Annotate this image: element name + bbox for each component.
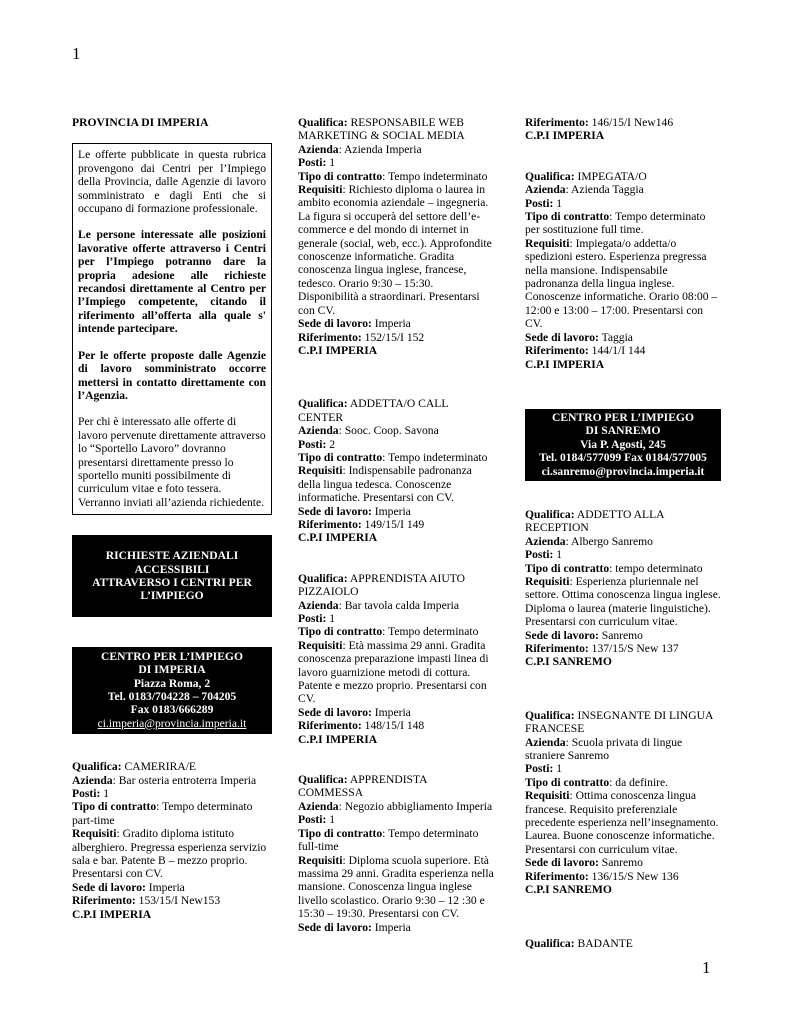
qualifica-label: Qualifica: [298, 571, 348, 585]
job-listing [72, 760, 272, 921]
posti-value: 1 [329, 156, 336, 170]
requests-box [72, 535, 272, 617]
sede-label: Sede di lavoro: [298, 317, 372, 331]
sede-value: Taggia [601, 330, 633, 344]
requests-line: ACCESSIBILI [134, 562, 210, 576]
center-fax: Fax 0183/666289 [130, 703, 214, 717]
riferimento-label: Riferimento: [525, 344, 589, 358]
riferimento-label: Riferimento: [525, 116, 589, 129]
azienda-value: : Scuola privata di lingue straniere Sanremo [525, 735, 683, 763]
cpi-label: C.P.I IMPERIA [525, 129, 605, 143]
center-email[interactable]: ci.sanremo@provincia.imperia.it [541, 464, 705, 478]
sede-value: Sanremo [601, 856, 643, 870]
qualifica-label: Qualifica: [525, 936, 575, 950]
sede-label: Sede di lavoro: [72, 880, 146, 894]
column-3 [525, 116, 721, 950]
column-2 [298, 116, 494, 934]
sede-value: Imperia [374, 317, 411, 331]
cpi-label: C.P.I IMPERIA [298, 732, 378, 746]
tipo-value: : Tempo indeterminato [382, 450, 488, 464]
qualifica-value: IMPEGATA/O [577, 169, 647, 183]
center-name: CENTRO PER L’IMPIEGO [552, 410, 694, 424]
job-listing-continued [525, 116, 721, 143]
intro-paragraph-2: Le persone interessate alle posizioni lavorative offerte attraverso i Centri per l’Impiego potranno dare la propria adesione alle richieste recandosi direttamente al Centro per l’Impiego competente, citando il riferimento all’offerta alla quale s' intende partecipare. [78, 228, 266, 336]
sede-label: Sede di lavoro: [525, 628, 599, 642]
tipo-label: Tipo di contratto [298, 169, 383, 183]
qualifica-label: Qualifica: [298, 773, 348, 787]
intro-paragraph-3: Per le offerte proposte dalle Agenzie di lavoro somministrato occorre mettersi in contatto direttamente con l’Agenzia. [78, 348, 266, 402]
riferimento-label: Riferimento: [525, 642, 589, 655]
azienda-label: Azienda [525, 183, 566, 197]
sede-value: Imperia [374, 705, 411, 719]
center-address: Via P. Agosti, 245 [580, 437, 666, 451]
azienda-value: : Negozio abbigliamento Imperia [338, 799, 493, 813]
center-city: DI IMPERIA [138, 663, 206, 677]
job-listing [298, 773, 494, 934]
center-city: DI SANREMO [585, 424, 661, 438]
azienda-label: Azienda [298, 142, 339, 156]
posti-value: 1 [556, 762, 563, 776]
center-email-link[interactable]: ci.imperia@provincia.imperia.it [97, 716, 247, 730]
job-listing [298, 572, 494, 746]
azienda-value: : Sooc. Coop. Savona [338, 424, 439, 438]
azienda-label: Azienda [298, 598, 339, 612]
posti-label: Posti: [72, 787, 101, 801]
qualifica-value: CAMERIRA/E [124, 760, 196, 774]
sede-label: Sede di lavoro: [298, 504, 372, 518]
tipo-label: Tipo di contratto [298, 826, 383, 840]
requisiti-label: Requisiti [525, 789, 570, 803]
center-phone: Tel. 0183/704228 – 704205 [107, 690, 237, 703]
tipo-value: : Tempo determinato part-time [72, 800, 253, 827]
riferimento-label: Riferimento: [298, 330, 362, 344]
azienda-value: : Albergo Sanremo [565, 534, 653, 548]
requisiti-label: Requisiti [525, 236, 570, 250]
azienda-label: Azienda [298, 424, 339, 438]
posti-label: Posti: [298, 437, 327, 451]
tipo-label: Tipo di contratto [525, 210, 610, 224]
qualifica-value: INSEGNANTE DI LINGUA FRANCESE [525, 708, 713, 736]
posti-value: 1 [556, 196, 563, 210]
qualifica-value: APPRENDISTA COMMESSA [298, 773, 427, 800]
posti-value: 1 [556, 548, 563, 562]
azienda-value: : Bar osteria entroterra Imperia [112, 773, 257, 787]
job-listing [525, 170, 721, 371]
posti-label: Posti: [525, 762, 554, 776]
posti-label: Posti: [298, 813, 327, 827]
azienda-label: Azienda [72, 773, 113, 787]
requisiti-label: Requisiti [298, 853, 343, 867]
qualifica-value: APPRENDISTA AIUTO PIZZAIOLO [298, 571, 465, 599]
tipo-value: : tempo determinato [609, 561, 703, 575]
tipo-label: Tipo di contratto [525, 561, 610, 575]
posti-value: 1 [329, 612, 336, 625]
tipo-label: Tipo di contratto [298, 450, 383, 464]
column-1 [72, 116, 272, 921]
posti-value: 2 [329, 437, 336, 451]
cpi-label: C.P.I IMPERIA [298, 531, 378, 545]
riferimento-label: Riferimento: [298, 517, 362, 531]
tipo-value: : da definire. [609, 775, 669, 789]
sede-value: Imperia [374, 920, 411, 934]
requisiti-value: : Età massima 29 anni. Gradita conoscenza preparazione impasti linea di lavoro guarnizione metodi di cottura. Patente e mezzo proprio. Presentarsi con CV. [298, 638, 489, 706]
sede-value: Sanremo [601, 628, 643, 642]
requisiti-label: Requisiti [525, 574, 570, 588]
job-listing [525, 937, 721, 950]
intro-paragraph-1: Le offerte pubblicate in questa rubrica provengono dai Centri per l’Impiego della Provincia, dalle Agenzie di lavoro somministrato e dagli Enti che si occupano di formazione professionale. [78, 148, 266, 216]
posti-label: Posti: [525, 196, 554, 210]
qualifica-value: RESPONSABILE WEB MARKETING & SOCIAL MEDIA [298, 116, 465, 143]
tipo-label: Tipo di contratto [298, 625, 383, 639]
requisiti-value: : Diploma scuola superiore. Età massima 29 anni. Gradita esperienza nella mansione. Conoscenza lingua inglese livello scolastico. Orario 9:30 – 12 :30 e 15:30 – 19:30. Presentarsi con CV. [298, 853, 494, 921]
riferimento-value: 146/15/I New146 [591, 116, 674, 129]
job-listing [525, 508, 721, 669]
qualifica-value: BADANTE [577, 936, 633, 950]
intro-box [72, 143, 272, 515]
qualifica-label: Qualifica: [298, 116, 348, 129]
requisiti-label: Requisiti [72, 827, 117, 841]
riferimento-value: 148/15/I 148 [364, 719, 425, 733]
posti-value: 1 [103, 787, 110, 801]
requisiti-value: : Ottima conoscenza lingua francese. Requisito preferenziale precedente esperienza nell’insegnamento. Laurea. Buone conoscenze informatiche. Presentarsi con curriculum vitae. [525, 789, 719, 856]
azienda-label: Azienda [525, 735, 566, 749]
riferimento-label: Riferimento: [72, 894, 136, 908]
tipo-label: Tipo di contratto [525, 775, 610, 789]
cpi-label: C.P.I IMPERIA [72, 907, 152, 921]
intro-paragraph-4: Per chi è interessato alle offerte di lavoro pervenute direttamente attraverso lo “Sportello Lavoro” dovranno presentarsi direttamente presso lo sportello muniti possibilmente di curriculum vitae e foto tessera. Verranno inviati all’azienda richiedente. [78, 415, 266, 509]
riferimento-value: 144/1/I 144 [591, 344, 646, 358]
riferimento-label: Riferimento: [298, 719, 362, 733]
requests-line: L’IMPIEGO [140, 589, 204, 603]
sede-label: Sede di lavoro: [525, 856, 599, 870]
riferimento-value: 152/15/I 152 [364, 330, 425, 344]
center-address: Piazza Roma, 2 [133, 676, 211, 690]
azienda-value: : Azienda Taggia [565, 183, 644, 197]
qualifica-label: Qualifica: [525, 507, 575, 521]
center-name: CENTRO PER L’IMPIEGO [101, 649, 243, 663]
tipo-value: : Tempo determinato per sostituzione full time. [525, 210, 706, 237]
cpi-label: C.P.I IMPERIA [525, 357, 605, 371]
sede-value: Imperia [374, 504, 411, 518]
requisiti-label: Requisiti [298, 464, 343, 478]
riferimento-value: 136/15/S New 136 [591, 869, 679, 883]
riferimento-value: 137/15/S New 137 [591, 642, 679, 655]
requisiti-value: : Gradito diploma istituto alberghiero. Pregressa esperienza servizio sala e bar. Patente B – mezzo proprio. Presentarsi con CV. [72, 827, 267, 881]
requisiti-value: : Impiegata/o addetta/o spedizioni estero. Esperienza pregressa nella mansione. Indispensabile padronanza della lingua inglese. Conoscenze informatiche. Orario 08:00 – 12:00 e 13:00 – 17:00. Presentarsi con CV. [525, 236, 718, 331]
qualifica-value: ADDETTO ALLA RECEPTION [525, 507, 664, 535]
requests-line: ATTRAVERSO I CENTRI PER [92, 575, 252, 589]
riferimento-label: Riferimento: [525, 869, 589, 883]
page-number-top: 1 [72, 44, 81, 63]
azienda-label: Azienda [298, 799, 339, 813]
tipo-label: Tipo di contratto [72, 800, 157, 814]
riferimento-value: 153/15/I New153 [138, 894, 221, 908]
azienda-label: Azienda [525, 534, 566, 548]
page-heading: PROVINCIA DI IMPERIA [72, 116, 209, 129]
posti-label: Posti: [525, 548, 554, 562]
qualifica-label: Qualifica: [525, 169, 575, 183]
requisiti-label: Requisiti [298, 638, 343, 652]
qualifica-label: Qualifica: [298, 397, 348, 411]
sede-label: Sede di lavoro: [298, 920, 372, 934]
requisiti-value: : Esperienza pluriennale nel settore. Ottima conoscenza lingua inglese. Diploma o laurea (materie linguistiche). Presentarsi con curriculum vitae. [525, 574, 721, 629]
requisiti-value: : Richiesto diploma o laurea in ambito economia aziendale – ingegneria. La figura si occuperà del settore dell’e-commerce e del mondo di internet in generale (social, web, ecc.). Approfondite conoscenze informatiche. Gradita conoscenza lingua inglese, francese, tedesco. Orario 9:30 – 15:30. Disponibilità a straordinari. Presentarsi con CV. [298, 183, 492, 317]
requisiti-value: : Indispensabile padronanza della lingua tedesca. Conoscenze informatiche. Presentarsi con CV. [298, 464, 472, 505]
tipo-value: : Tempo determinato full-time [298, 826, 479, 854]
cpi-label: C.P.I SANREMO [525, 883, 612, 897]
cpi-label: C.P.I SANREMO [525, 655, 612, 669]
qualifica-label: Qualifica: [525, 708, 575, 722]
center-sanremo-box [525, 409, 721, 481]
center-phone-fax: Tel. 0184/577099 Fax 0184/577005 [539, 451, 707, 465]
center-imperia-box [72, 647, 272, 734]
job-listing [525, 709, 721, 897]
azienda-value: : Azienda Imperia [338, 142, 422, 156]
requisiti-label: Requisiti [298, 183, 343, 197]
sede-label: Sede di lavoro: [298, 705, 372, 719]
tipo-value: : Tempo indeterminato [382, 169, 488, 183]
posti-label: Posti: [298, 612, 327, 625]
job-listing [298, 397, 494, 544]
tipo-value: : Tempo determinato [382, 625, 479, 639]
job-listing [298, 116, 494, 357]
qualifica-label: Qualifica: [72, 760, 122, 774]
page-number-bottom: 1 [702, 958, 711, 977]
sede-value: Imperia [148, 880, 185, 894]
riferimento-value: 149/15/I 149 [364, 517, 425, 531]
sede-label: Sede di lavoro: [525, 330, 599, 344]
posti-value: 1 [329, 813, 336, 827]
requests-line: RICHIESTE AZIENDALI [105, 549, 239, 563]
cpi-label: C.P.I IMPERIA [298, 343, 378, 357]
qualifica-value: ADDETTA/O CALL CENTER [298, 397, 448, 424]
azienda-value: : Bar tavola calda Imperia [338, 598, 459, 612]
posti-label: Posti: [298, 156, 327, 170]
